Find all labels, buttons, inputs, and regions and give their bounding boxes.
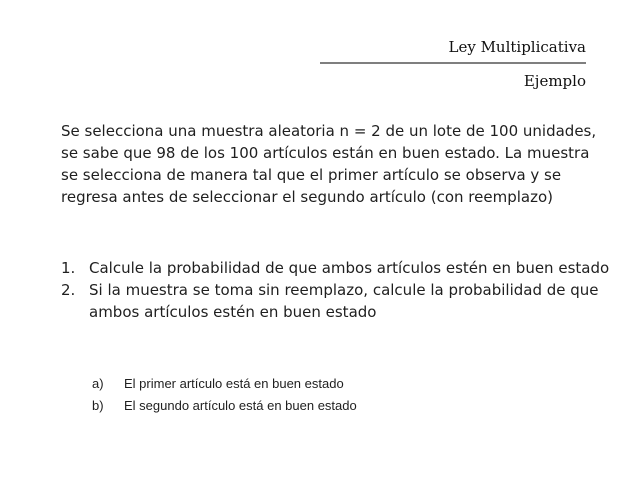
sub-item-text: El segundo artículo está en buen estado (124, 398, 357, 413)
sub-item (92, 395, 357, 417)
question-number: 1. (61, 259, 76, 277)
question-item (61, 279, 611, 323)
question-list (61, 257, 611, 323)
sub-item-letter: a) (92, 376, 104, 391)
slide-subtitle: Ejemplo (523, 72, 586, 90)
sub-item-text: El primer artículo está en buen estado (124, 376, 344, 391)
sub-list (92, 373, 357, 417)
question-text: Si la muestra se toma sin reemplazo, calcule la probabilidad de que ambos artículos estén en buen estado (89, 281, 599, 321)
title-divider (320, 62, 586, 64)
question-item (61, 257, 611, 279)
question-number: 2. (61, 281, 76, 299)
intro-paragraph: Se selecciona una muestra aleatoria n = 2 de un lote de 100 unidades, se sabe que 98 de los 100 artículos están en buen estado. La muestra se selecciona de manera tal que el primer artículo se observa y se regresa antes de seleccionar el segundo artículo (con reemplazo) (61, 122, 597, 206)
question-text: Calcule la probabilidad de que ambos artículos estén en buen estado (89, 259, 610, 277)
slide-title: Ley Multiplicativa (448, 38, 586, 56)
sub-item (92, 373, 357, 395)
sub-item-letter: b) (92, 398, 104, 413)
